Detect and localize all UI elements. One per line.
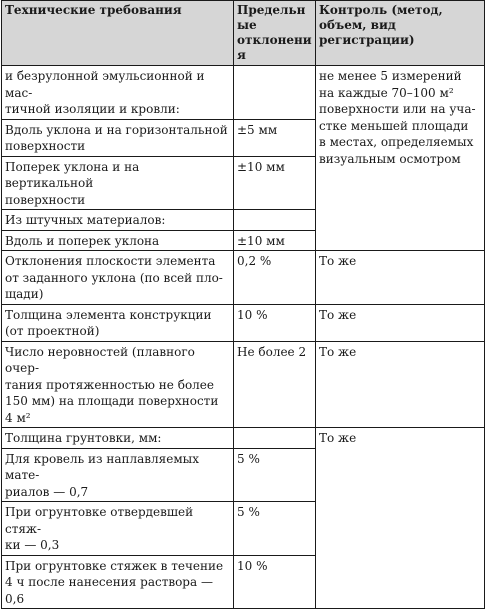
requirement-cell: Поперек уклона и на вертикальной поверхности	[2, 156, 234, 210]
header-max-deviations: Предельные отклонения	[234, 1, 316, 66]
deviation-cell	[234, 66, 316, 120]
requirement-cell: При огрунтовке отвердевшей стяж- ки — 0,3	[2, 502, 234, 556]
table-header-row	[2, 1, 485, 66]
deviation-cell: ±10 мм	[234, 156, 316, 210]
deviation-cell	[234, 210, 316, 231]
table-row	[2, 341, 485, 428]
requirement-cell: Число неровностей (плавного очер- тания протяженностью не более 150 мм) на площади поверхности 4 м²	[2, 341, 234, 428]
deviation-cell	[234, 428, 316, 449]
table-row	[2, 304, 485, 341]
deviation-cell: ±5 мм	[234, 119, 316, 156]
requirements-table	[1, 0, 485, 609]
requirement-cell: Вдоль уклона и на горизонтальной поверхности	[2, 119, 234, 156]
deviation-cell: 5 %	[234, 502, 316, 556]
control-cell: То же	[316, 251, 485, 305]
requirement-cell: При огрунтовке стяжек в течение 4 ч после нанесения раствора — 0,6	[2, 555, 234, 609]
technical-requirements-document	[1, 0, 484, 609]
requirement-cell: Вдоль и поперек уклона	[2, 230, 234, 251]
deviation-cell: ±10 мм	[234, 230, 316, 251]
header-technical-requirements: Технические требования	[2, 1, 234, 66]
deviation-cell: 5 %	[234, 448, 316, 502]
requirement-cell: Толщина элемента конструкции (от проектной)	[2, 304, 234, 341]
deviation-cell: 10 %	[234, 555, 316, 609]
requirement-cell: и безрулонной эмульсионной и мас- тичной изоляции и кровли:	[2, 66, 234, 120]
header-control-method: Контроль (метод, объем, вид регистрации)	[316, 1, 485, 66]
control-cell: То же	[316, 341, 485, 428]
control-cell: То же	[316, 304, 485, 341]
requirement-cell: Из штучных материалов:	[2, 210, 234, 231]
requirement-cell: Толщина грунтовки, мм:	[2, 428, 234, 449]
deviation-cell: 10 %	[234, 304, 316, 341]
table-row	[2, 251, 485, 305]
requirement-cell: Отклонения плоскости элемента от заданного уклона (по всей пло- щади)	[2, 251, 234, 305]
control-cell-group1: не менее 5 измерений на каждые 70–100 м² поверхности или на уча- стке меньшей площади в местах, определяемых визуальным осмотром	[316, 66, 485, 251]
deviation-cell: Не более 2	[234, 341, 316, 428]
control-cell-group2: То же	[316, 428, 485, 609]
deviation-cell: 0,2 %	[234, 251, 316, 305]
table-row	[2, 428, 485, 449]
table-row	[2, 66, 485, 120]
requirement-cell: Для кровель из наплавляемых мате- риалов — 0,7	[2, 448, 234, 502]
